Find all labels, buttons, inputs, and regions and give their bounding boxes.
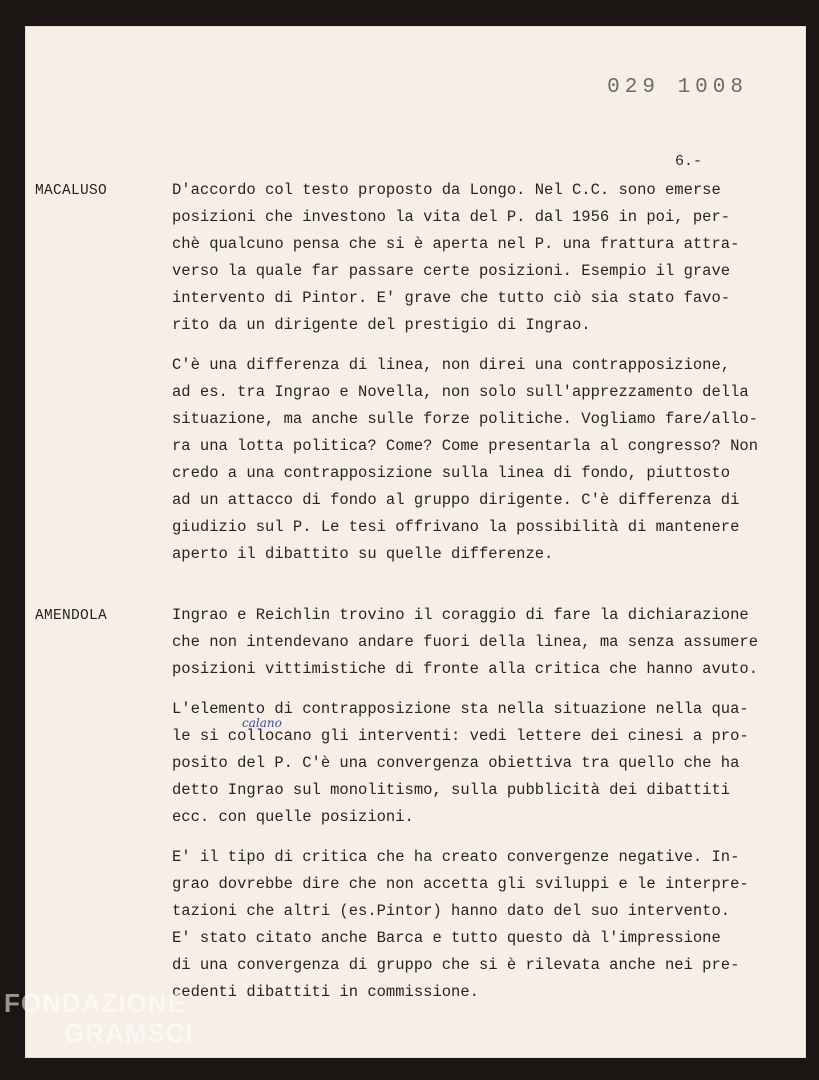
text-line: ra una lotta politica? Come? Come presentarla al congresso? Non: [172, 437, 758, 455]
text-line: detto Ingrao sul monolitismo, sulla pubblicità dei dibattiti: [172, 781, 731, 799]
paragraph: [172, 696, 792, 831]
text-line: verso la quale far passare certe posizioni. Esempio il grave: [172, 262, 731, 280]
amendola-text: [172, 602, 792, 1019]
archive-stamp: 029 1008: [607, 76, 748, 99]
text-line: credo a una contrapposizione sulla linea di fondo, piuttosto: [172, 464, 731, 482]
text-line: ad es. tra Ingrao e Novella, non solo sull'apprezzamento della: [172, 383, 749, 401]
watermark-line: GRAMSCI: [64, 1018, 194, 1048]
fondazione-gramsci-watermark: [4, 988, 194, 1048]
text-line: giudizio sul P. Le tesi offrivano la possibilità di mantenere: [172, 518, 740, 536]
paragraph: [172, 844, 792, 1006]
text-line: [172, 716, 792, 750]
text-line: posito del P. C'è una convergenza obiettiva tra quello che ha: [172, 754, 740, 772]
text-line: intervento di Pintor. E' grave che tutto ciò sia stato favo-: [172, 289, 731, 307]
speaker-macaluso: MACALUSO: [35, 183, 108, 199]
text-line: situazione, ma anche sulle forze politiche. Vogliamo fare/allo-: [172, 410, 758, 428]
text-line: D'accordo col testo proposto da Longo. Nel C.C. sono emerse: [172, 181, 721, 199]
text-line: ecc. con quelle posizioni.: [172, 808, 414, 826]
text-line: rito da un dirigente del prestigio di Ingrao.: [172, 316, 591, 334]
paragraph: [172, 352, 792, 568]
text-line: grao dovrebbe dire che non accetta gli sviluppi e le interpre-: [172, 875, 749, 893]
paragraph: [172, 602, 792, 683]
text-line: aperto il dibattito su quelle differenze.: [172, 545, 554, 563]
text-line: L'elemento di contrapposizione sta nella situazione nella qua-: [172, 700, 749, 718]
text-line: E' il tipo di critica che ha creato convergenze negative. In-: [172, 848, 740, 866]
paragraph: [172, 177, 792, 339]
document-page: [25, 26, 806, 1058]
text-line: Ingrao e Reichlin trovino il coraggio di fare la dichiarazione: [172, 606, 749, 624]
handwritten-correction: calano: [242, 716, 282, 730]
speaker-amendola: AMENDOLA: [35, 608, 108, 624]
text-line: E' stato citato anche Barca e tutto questo dà l'impressione: [172, 929, 721, 947]
text-line: di una convergenza di gruppo che si è rilevata anche nei pre-: [172, 956, 740, 974]
text-line: cedenti dibattiti in commissione.: [172, 983, 479, 1001]
text-line: posizioni che investono la vita del P. dal 1956 in poi, per-: [172, 208, 731, 226]
text-line: chè qualcuno pensa che si è aperta nel P. una frattura attra-: [172, 235, 740, 253]
macaluso-text: [172, 177, 792, 581]
text-line: ad un attacco di fondo al gruppo dirigente. C'è differenza di: [172, 491, 740, 509]
text-line: C'è una differenza di linea, non direi una contrapposizione,: [172, 356, 731, 374]
page-number: 6.-: [675, 153, 703, 170]
text-line: che non intendevano andare fuori della linea, ma senza assumere: [172, 633, 758, 651]
corrected-line-text: le si collocano gli interventi: vedi lettere dei cinesi a pro-: [172, 727, 749, 745]
text-line: posizioni vittimistiche di fronte alla critica che hanno avuto.: [172, 660, 758, 678]
watermark-line: FONDAZIONE: [4, 988, 186, 1018]
text-line: tazioni che altri (es.Pintor) hanno dato del suo intervento.: [172, 902, 731, 920]
